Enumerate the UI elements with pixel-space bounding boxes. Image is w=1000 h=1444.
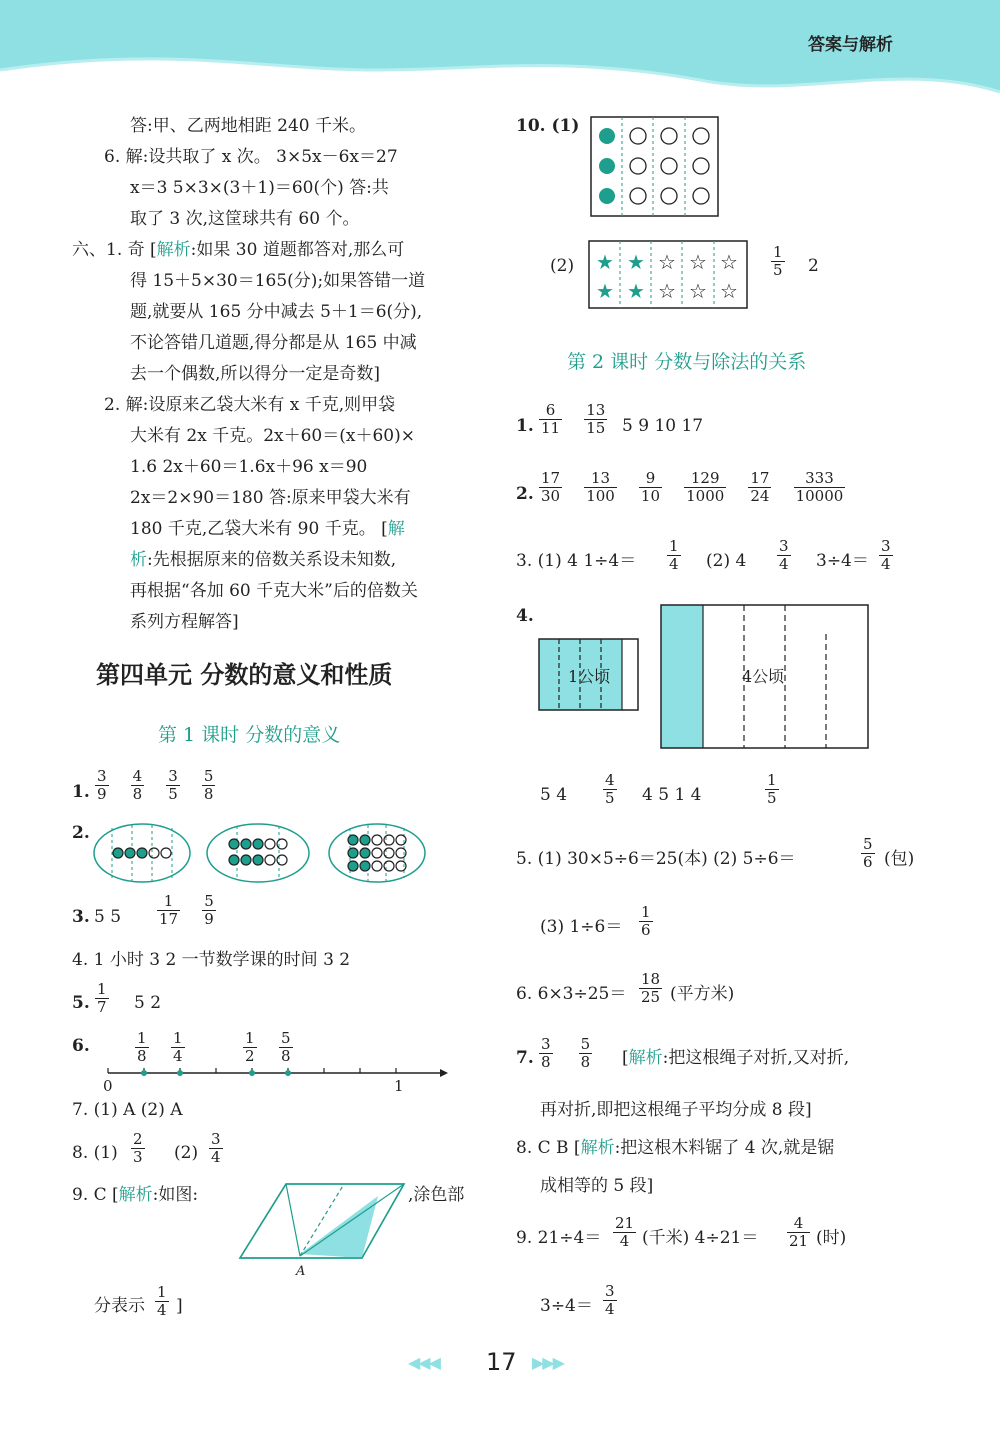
header-title: 答案与解析 [808,35,893,55]
q1-fracs: $\frac{3}{9}$ $\frac{4}{8}$ $\frac{3}{5}$ $\frac{5}{8}$ [97,767,214,803]
svg-text:☆: ☆ [689,279,707,303]
q6-frac-2: $\frac{1}{4}$ [173,1029,183,1065]
r6-text-a: 6. 6×3÷25＝ [516,984,627,1004]
left-line-6: 得 15＋5×30＝165(分);如果答错一道 [130,271,426,291]
left-line-14: 180 千克,乙袋大米有 90 千克。 [解 [130,519,405,539]
q6-tick-1: 1 [394,1077,404,1095]
r3-text-c: 3÷4＝ [816,551,869,571]
q9-text-d: 分表示 [94,1296,145,1316]
r8-text-a: 8. C B [解析:把这根木料锯了 4 次,就是锯 [516,1138,835,1158]
prev-arrows-icon: ◀◀◀ [408,1353,439,1372]
r4-row-a: 5 4 [540,785,568,805]
r1-fracs: $\frac{6}{11}$ $\frac{13}{15}$ [541,401,606,437]
r9-text-b: (千米) 4÷21＝ [642,1228,759,1248]
q6-frac-3: $\frac{1}{2}$ [245,1029,255,1065]
q7-line: 7. (1) A (2) A [72,1100,183,1120]
left-line-8: 不论答错几道题,得分都是从 165 中减 [130,333,417,353]
r9-frac-3: $\frac{3}{4}$ [605,1282,615,1318]
q2-ellipses [92,822,432,886]
q6-label: 6. [72,1036,90,1056]
r10-2-frac: $\frac{1}{5}$ [773,243,783,279]
q4-line: 4. 1 小时 3 2 一节数学课的时间 3 2 [72,950,351,970]
r4-frac-1: $\frac{4}{5}$ [605,771,615,807]
q9-text-e: ] [176,1296,183,1316]
r2-label: 2. [516,484,534,504]
lesson1-title: 第 1 课时 分数的意义 [158,724,341,746]
svg-text:☆: ☆ [689,250,707,274]
lesson2-title: 第 2 课时 分数与除法的关系 [567,351,807,373]
r3-text-a: 3. (1) 4 1÷4＝ [516,551,637,571]
q6-frac-1: $\frac{1}{8}$ [137,1029,147,1065]
svg-text:☆: ☆ [658,279,676,303]
q1-label: 1. [72,782,90,802]
r8-text-c: 成相等的 5 段] [540,1176,654,1196]
q9-text-a: 9. C [解析:如图: [72,1185,199,1205]
r3-frac-1: $\frac{1}{4}$ [669,537,679,573]
left-line-5: 六、1. 奇 [解析:如果 30 道题都答对,那么可 [72,240,405,260]
r6-frac: $\frac{18}{25}$ [641,970,661,1006]
r5-text-b: (包) [884,849,915,869]
r9-frac-1: $\frac{21}{4}$ [615,1214,635,1250]
r10-2-label: (2) [550,256,575,276]
r9-text-d: 3÷4＝ [540,1296,593,1316]
q3-text: 5 5 [94,907,122,927]
svg-text:★: ★ [627,279,645,303]
next-arrows-icon: ▶▶▶ [532,1353,563,1372]
left-line-3: x＝3 5×3×(3＋1)＝60(个) 答:共 [130,178,389,198]
r1-label: 1. [516,416,534,436]
q6-tick-0: 0 [103,1077,113,1095]
r10-grid-2 [588,240,750,310]
q3-fracs: $\frac{1}{17}$ $\frac{5}{9}$ [159,892,214,928]
r9-text-c: (时) [816,1228,847,1248]
q5-label: 5. [72,993,90,1013]
left-line-15: 析:先根据原来的倍数关系设未知数, [130,550,397,570]
q9-point-label: A [296,1264,306,1279]
r3-frac-2: $\frac{3}{4}$ [779,537,789,573]
svg-text:☆: ☆ [720,250,738,274]
r4-row-b: 4 5 1 4 [642,785,702,805]
r5-frac-2: $\frac{1}{6}$ [641,903,651,939]
left-line-4: 取了 3 次,这筐球共有 60 个。 [130,209,360,229]
q3-label: 3. [72,907,90,927]
q9-frac: $\frac{1}{4}$ [157,1283,167,1319]
q9-text-c: ,涂色部 [408,1185,465,1205]
r4-big-label: 4公顷 [742,667,785,686]
r5-frac: $\frac{5}{6}$ [863,835,873,871]
left-line-10: 2. 解:设原来乙袋大米有 x 千克,则甲袋 [104,395,396,415]
q5-frac: $\frac{1}{7}$ [97,980,107,1016]
r4-frac-2: $\frac{1}{5}$ [767,771,777,807]
r3-text-b: (2) 4 [706,551,747,571]
q8-label: 8. (1) [72,1143,118,1163]
svg-text:☆: ☆ [658,250,676,274]
r10-label: 10. (1) [516,116,580,136]
r10-grid-1 [590,116,720,218]
r7-fracs: $\frac{3}{8}$ $\frac{5}{8}$ [541,1035,591,1071]
r7-text-a: [解析:把这根绳子对折,又对折, [622,1048,850,1068]
svg-text:★: ★ [596,279,614,303]
r9-frac-2: $\frac{4}{21}$ [789,1214,809,1250]
left-line-12: 1.6 2x＋60＝1.6x＋96 x＝90 [130,457,368,477]
unit-title: 第四单元 分数的意义和性质 [96,660,393,689]
r5-text-a: 5. (1) 30×5÷6＝25(本) (2) 5÷6＝ [516,849,796,869]
q5-text: 5 2 [134,993,162,1013]
svg-text:★: ★ [627,250,645,274]
q8-frac-1: $\frac{2}{3}$ [133,1130,143,1166]
r3-frac-3: $\frac{3}{4}$ [881,537,891,573]
left-line-13: 2x＝2×90＝180 答:原来甲袋大米有 [130,488,411,508]
r4-small-label: 1公顷 [568,667,611,686]
r6-text-b: (平方米) [670,984,735,1004]
r1-text: 5 9 10 17 [622,416,704,436]
q2-label: 2. [72,823,90,843]
r7-text-c: 再对折,即把这根绳子平均分成 8 段] [540,1100,812,1120]
left-line-1: 答:甲、乙两地相距 240 千米。 [130,116,366,136]
left-line-17: 系列方程解答] [130,612,239,632]
r7-label: 7. [516,1048,534,1068]
q9-parallelogram [238,1182,408,1262]
r5-text-c: (3) 1÷6＝ [540,917,623,937]
q6-frac-4: $\frac{5}{8}$ [281,1029,291,1065]
q8-frac-2: $\frac{3}{4}$ [211,1130,221,1166]
r9-text-a: 9. 21÷4＝ [516,1228,602,1248]
page-number: 17 [486,1348,517,1376]
q8-mid: (2) [174,1143,199,1163]
left-line-9: 去一个偶数,所以得分一定是奇数] [130,364,381,384]
r4-label: 4. [516,606,534,626]
left-line-2: 6. 解:设共取了 x 次。 3×5x－6x＝27 [104,147,398,167]
left-line-11: 大米有 2x 千克。2x＋60＝(x＋60)× [130,426,415,446]
r10-2-text: 2 [808,256,819,276]
left-line-7: 题,就要从 165 分中减去 5＋1＝6(分), [130,302,423,322]
svg-text:★: ★ [596,250,614,274]
r2-fracs: $\frac{17}{30}$ $\frac{13}{100}$ $\frac{9}{10}$ $\frac{129}{1000}$ $\frac{17}{24}$ $\frac{333}{10000}$ [541,469,844,505]
svg-text:☆: ☆ [720,279,738,303]
left-line-16: 再根据“各加 60 千克大米”后的倍数关 [130,581,418,601]
